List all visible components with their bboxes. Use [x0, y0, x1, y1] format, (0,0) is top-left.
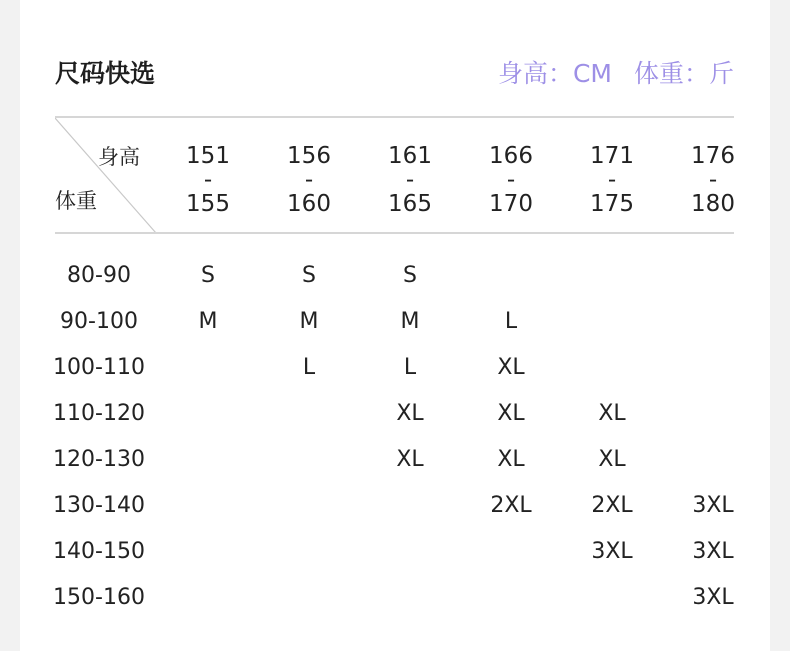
height-column-header: [168, 142, 248, 218]
height-range-end: 160: [287, 191, 331, 217]
table-row: [20, 306, 770, 338]
size-cell: XL: [598, 447, 626, 472]
size-cell: M: [400, 309, 420, 334]
size-guide-card: [20, 0, 770, 651]
height-range-start: 176: [691, 143, 735, 169]
size-cell: XL: [598, 401, 626, 426]
size-cell: 3XL: [591, 539, 633, 564]
table-row: [20, 582, 770, 614]
size-cell: 3XL: [692, 585, 734, 610]
height-range-end: 175: [590, 191, 634, 217]
weight-unit-label: 体重：斤: [633, 59, 734, 88]
height-range-start: 166: [489, 143, 533, 169]
weight-range-label: 130-140: [53, 493, 145, 518]
size-cell: XL: [396, 447, 424, 472]
size-cell: XL: [497, 401, 525, 426]
size-cell: S: [403, 263, 417, 288]
unit-legend: [498, 58, 734, 90]
height-column-header: [572, 142, 652, 218]
size-cell: XL: [497, 355, 525, 380]
table-row: [20, 260, 770, 292]
height-range-start: 171: [590, 143, 634, 169]
weight-range-label: 110-120: [53, 401, 145, 426]
weight-range-label: 80-90: [67, 263, 131, 288]
height-column-header: [673, 142, 753, 218]
size-cell: 3XL: [692, 539, 734, 564]
size-cell: M: [198, 309, 218, 334]
weight-range-label: 150-160: [53, 585, 145, 610]
height-range-start: 161: [388, 143, 432, 169]
height-column-header: [269, 142, 349, 218]
height-range-dash: -: [607, 167, 617, 193]
size-cell: L: [504, 309, 518, 334]
size-cell: 2XL: [490, 493, 532, 518]
table-row: [20, 352, 770, 384]
page-title: 尺码快选: [55, 59, 156, 88]
height-range-dash: -: [405, 167, 415, 193]
corner-weight-label: 体重: [55, 189, 97, 213]
size-cell: XL: [497, 447, 525, 472]
size-cell: M: [299, 309, 319, 334]
height-range-start: 151: [186, 143, 230, 169]
height-range-end: 180: [691, 191, 735, 217]
table-row: [20, 490, 770, 522]
height-unit-label: 身高：CM: [497, 59, 612, 88]
table-row: [20, 444, 770, 476]
weight-range-label: 140-150: [53, 539, 145, 564]
size-cell: S: [302, 263, 316, 288]
table-row: [20, 398, 770, 430]
corner-diagonal-line: [55, 118, 157, 234]
size-cell: XL: [396, 401, 424, 426]
corner-height-label: 身高: [98, 145, 140, 169]
weight-range-label: 90-100: [60, 309, 138, 334]
height-range-end: 155: [186, 191, 230, 217]
size-cell: 2XL: [591, 493, 633, 518]
size-cell: L: [302, 355, 316, 380]
height-column-header: [370, 142, 450, 218]
weight-range-label: 100-110: [53, 355, 145, 380]
size-cell: 3XL: [692, 493, 734, 518]
height-range-dash: -: [203, 167, 213, 193]
height-range-dash: -: [304, 167, 314, 193]
table-row: [20, 536, 770, 568]
size-cell: L: [403, 355, 417, 380]
height-range-start: 156: [287, 143, 331, 169]
height-range-dash: -: [506, 167, 516, 193]
height-range-end: 165: [388, 191, 432, 217]
height-range-end: 170: [489, 191, 533, 217]
size-cell: S: [201, 263, 215, 288]
table-header-divider: [55, 232, 734, 234]
weight-range-label: 120-130: [53, 447, 145, 472]
height-range-dash: -: [708, 167, 718, 193]
height-column-header: [471, 142, 551, 218]
